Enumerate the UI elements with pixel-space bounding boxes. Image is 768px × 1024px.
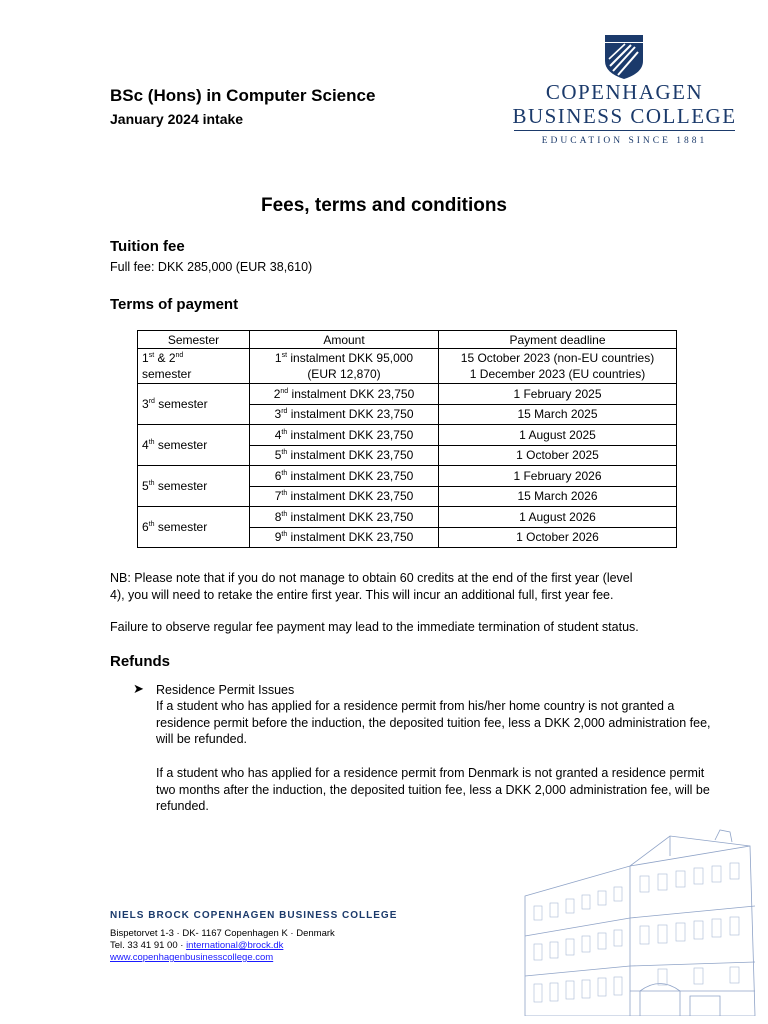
amount-cell: 1st instalment DKK 95,000 (EUR 12,870) xyxy=(250,349,439,384)
amount-cell: 9th instalment DKK 23,750 xyxy=(250,527,439,548)
deadline-cell: 1 October 2026 xyxy=(439,527,677,548)
tuition-heading: Tuition fee xyxy=(110,238,185,255)
amount-cell: 4th instalment DKK 23,750 xyxy=(250,425,439,446)
col-header-amount: Amount xyxy=(250,331,439,349)
refund-item-title: Residence Permit Issues xyxy=(156,683,295,697)
footer-org-name: NIELS BROCK COPENHAGEN BUSINESS COLLEGE xyxy=(110,910,398,921)
footer-website-line xyxy=(110,952,273,963)
semester-cell: 6th semester xyxy=(138,507,250,548)
deadline-cell: 1 February 2025 xyxy=(439,384,677,405)
refund-paragraph-home-country: If a student who has applied for a residence permit from his/her home country is not granted a residence permit before the induction, the deposited tuition fee, less a DKK 2,000 administration fee, will be refunded. xyxy=(156,699,711,746)
program-title: BSc (Hons) in Computer Science xyxy=(110,86,376,105)
semester-cell: 1st & 2nd semester xyxy=(138,349,250,384)
intake-subtitle: January 2024 intake xyxy=(110,111,244,127)
deadline-cell: 15 October 2023 (non-EU countries) 1 December 2023 (EU countries) xyxy=(439,349,677,384)
email-link[interactable]: international@brock.dk xyxy=(186,940,284,951)
deadline-cell: 1 August 2025 xyxy=(439,425,677,446)
refunds-heading: Refunds xyxy=(110,653,170,670)
deadline-cell: 15 March 2025 xyxy=(439,404,677,425)
table-row xyxy=(138,349,677,384)
footer-contact-line xyxy=(110,940,283,951)
semester-cell: 5th semester xyxy=(138,466,250,507)
amount-cell: 3rd instalment DKK 23,750 xyxy=(250,404,439,425)
page-title: Fees, terms and conditions xyxy=(261,195,507,216)
amount-cell: 5th instalment DKK 23,750 xyxy=(250,445,439,466)
deadline-cell: 1 August 2026 xyxy=(439,507,677,528)
amount-cell: 7th instalment DKK 23,750 xyxy=(250,486,439,507)
footer-address: Bispetorvet 1-3 · DK- 1167 Copenhagen K · Denmark xyxy=(110,928,335,939)
logo-divider xyxy=(514,130,735,131)
footer-phone: Tel. 33 41 91 00 · xyxy=(110,940,187,951)
table-row xyxy=(138,466,677,487)
deadline-cell: 15 March 2026 xyxy=(439,486,677,507)
website-link[interactable]: www.copenhagenbusinesscollege.com xyxy=(110,952,274,963)
deadline-cell: 1 October 2025 xyxy=(439,445,677,466)
payment-heading: Terms of payment xyxy=(110,296,239,313)
refund-paragraph-denmark: If a student who has applied for a residence permit from Denmark is not granted a residence permit two months after the induction, the deposited tuition fee, less a DKK 2,000 administration fee, will be refunded. xyxy=(156,766,710,813)
full-fee-text: Full fee: DKK 285,000 (EUR 38,610) xyxy=(110,260,313,274)
semester-cell: 4th semester xyxy=(138,425,250,466)
table-row xyxy=(138,384,677,405)
semester-cell: 3rd semester xyxy=(138,384,250,425)
building-sketch-illustration xyxy=(520,826,760,1016)
col-header-semester: Semester xyxy=(138,331,250,349)
payment-table xyxy=(137,330,677,548)
amount-cell: 2nd instalment DKK 23,750 xyxy=(250,384,439,405)
failure-note: Failure to observe regular fee payment may lead to the immediate termination of student status. xyxy=(110,620,639,634)
college-logo xyxy=(512,30,737,150)
amount-cell: 6th instalment DKK 23,750 xyxy=(250,466,439,487)
arrowhead-bullet-icon: ➤ xyxy=(133,681,144,696)
table-header-row xyxy=(138,331,677,349)
deadline-cell: 1 February 2026 xyxy=(439,466,677,487)
amount-cell: 8th instalment DKK 23,750 xyxy=(250,507,439,528)
logo-tagline: EDUCATION SINCE 1881 xyxy=(541,136,708,146)
table-row xyxy=(138,425,677,446)
col-header-deadline: Payment deadline xyxy=(439,331,677,349)
nb-note: NB: Please note that if you do not manage to obtain 60 credits at the end of the first year (level 4), you will need to retake the entire first year. This will incur an additional full, first year fee. xyxy=(110,571,633,602)
logo-line-copenhagen: COPENHAGEN xyxy=(545,80,704,104)
shield-crest-icon xyxy=(605,35,643,79)
table-row xyxy=(138,507,677,528)
logo-line-business-college: BUSINESS COLLEGE xyxy=(512,104,737,128)
